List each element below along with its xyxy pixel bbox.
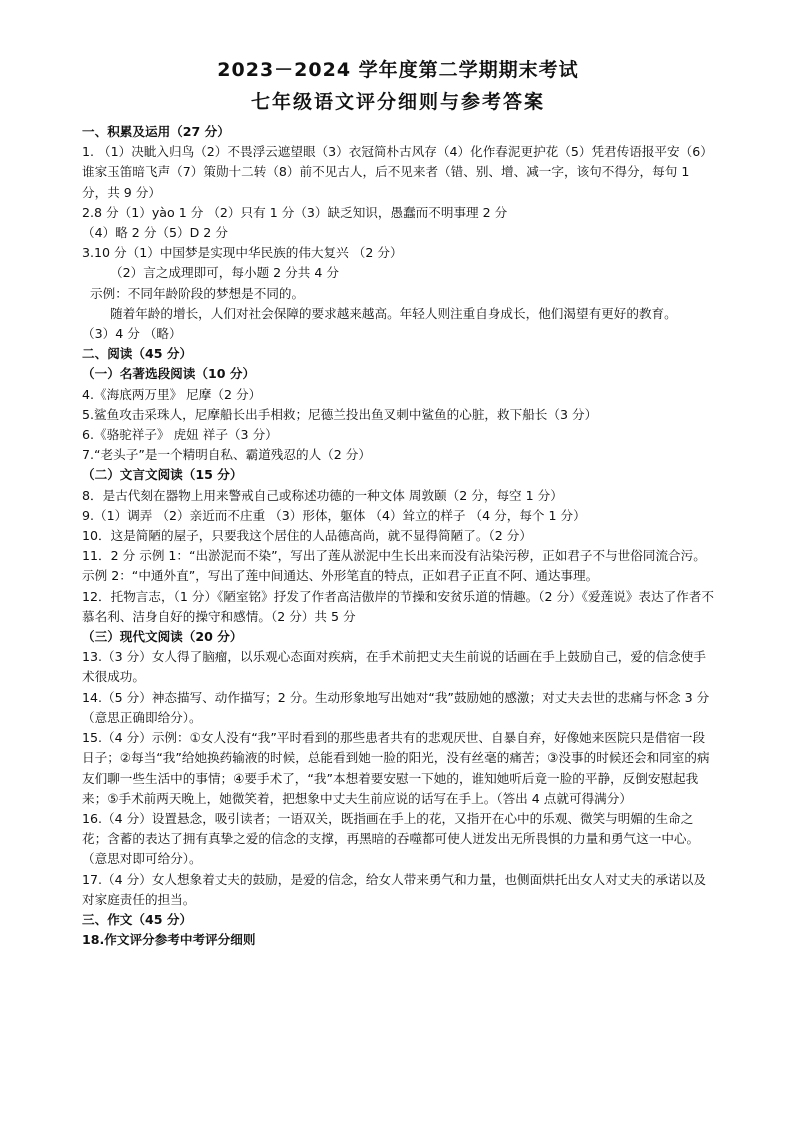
answer-line: 15.（4 分）示例：①女人没有“我”平时看到的那些患者共有的悲观厌世、自暴自弃，好像她来医院只是借宿一段日子；②每当“我”给她换药输液的时候，总能看到她一脸的阳光，没有丝毫的痛苦；③没事的时候还会和同室的病友们聊一些生活中的事情；④要手术了，“我”本想着要安慰一下她的，谁知她听后竟一脸的平静，反倒安慰起我来；⑤手术前两天晚上，她微笑着，把想象中丈夫生前应说的话写在手上。（答出 4 点就可得满分）: [82, 730, 710, 806]
answer-line: 16.（4 分）设置悬念，吸引读者；一语双关，既指画在手上的花，又指开在心中的乐观、微笑与明媚的生命之花；含蓄的表达了拥有真挚之爱的信念的支撑，再黑暗的吞噬都可使人迸发出无所畏惧的力量和勇气这一中心。（意思对即可给分）。: [82, 810, 700, 867]
answer-line: 8．是古代刻在器物上用来警戒自己或称述功德的一种文体 周敦颐（2 分，每空 1 分）: [82, 487, 563, 503]
answer-line: 1. （1）决眦入归鸟（2）不畏浮云遮望眼（3）衣冠简朴古风存（4）化作春泥更护花（5）凭君传语报平安（6）谁家玉笛暗飞声（7）策勋十二转（8）前不见古人，后不见来者（错、别、增、减一字，该句不得分，每句 1 分，共 9 分）: [82, 144, 713, 200]
answer-line: （3）4 分 （略）: [82, 326, 182, 342]
answer-line: 18.作文评分参考中考评分细则: [82, 932, 256, 948]
answer-line: 9.（1）调弄 （2）亲近而不庄重 （3）形体，躯体 （4）耸立的样子 （4 分，每个 1 分）: [82, 507, 586, 523]
answer-line: 一、积累及运用（27 分）: [82, 124, 230, 139]
answer-line: 5.鲨鱼攻击采珠人，尼摩船长出手相救；尼德兰投出鱼叉刺中鲨鱼的心脏，救下船长（3 分）: [82, 406, 598, 422]
answer-line: 4.《海底两万里》 尼摩（2 分）: [82, 386, 262, 402]
answer-line: （2）言之成理即可，每小题 2 分共 4 分: [110, 265, 339, 281]
answer-line: 7.“老头子”是一个精明自私、霸道残忍的人（2 分）: [82, 447, 371, 463]
answer-line: （一）名著选段阅读（10 分）: [82, 366, 256, 382]
answer-line: 示例：不同年龄阶段的梦想是不同的。: [90, 285, 305, 301]
page-title: 2023－2024 学年度第二学期期末考试: [217, 59, 579, 81]
answer-line: 随着年龄的增长，人们对社会保障的要求越来越高。年轻人则注重自身成长，他们渴望有更好的教育。: [110, 305, 677, 321]
answer-body: [82, 122, 714, 950]
answer-line: （三）现代文阅读（20 分）: [82, 629, 243, 645]
answer-line: 17.（4 分）女人想象着丈夫的鼓励，是爱的信念，给女人带来勇气和力量，也侧面烘托出女人对丈夫的承诺以及对家庭责任的担当。: [82, 871, 706, 907]
answer-sheet: [82, 56, 714, 950]
answer-line: 3.10 分（1）中国梦是实现中华民族的伟大复兴 （2 分）: [82, 245, 403, 261]
answer-line: （4）略 2 分（5）D 2 分: [82, 225, 228, 241]
answer-line: 12．托物言志，（1 分）《陋室铭》抒发了作者高洁傲岸的节操和安贫乐道的情趣。（2 分）《爱莲说》表达了作者不慕名利、洁身自好的操守和感情。（2 分）共 5 分: [82, 588, 714, 624]
answer-line: 11．2 分 示例 1：“出淤泥而不染”，写出了莲从淤泥中生长出来而没有沾染污秽，正如君子不与世俗同流合污。: [82, 548, 706, 564]
answer-line: （二）文言文阅读（15 分）: [82, 467, 243, 483]
answer-line: 10．这是简陋的屋子，只要我这个居住的人品德高尚，就不显得简陋了。（2 分）: [82, 528, 532, 544]
answer-line: 6.《骆驼祥子》 虎妞 祥子（3 分）: [82, 427, 278, 443]
answer-line: 2.8 分（1）yào 1 分 （2）只有 1 分（3）缺乏知识，愚蠢而不明事理 2 分: [82, 204, 508, 220]
answer-line: 二、阅读（45 分）: [82, 346, 193, 362]
page-subtitle: 七年级语文评分细则与参考答案: [250, 91, 545, 113]
answer-line: 14.（5 分）神态描写、动作描写；2 分。生动形象地写出她对“我”鼓励她的感激；对丈夫去世的悲痛与怀念 3 分（意思正确即给分）。: [82, 689, 710, 725]
answer-line: 示例 2：“中通外直”，写出了莲中间通达、外形笔直的特点，正如君子正直不阿、通达事理。: [82, 568, 599, 584]
answer-line: 13.（3 分）女人得了脑瘤，以乐观心态面对疾病，在手术前把丈夫生前说的话画在手上鼓励自己，爱的信念使手术很成功。: [82, 649, 706, 685]
answer-line: 三、作文（45 分）: [82, 911, 193, 927]
